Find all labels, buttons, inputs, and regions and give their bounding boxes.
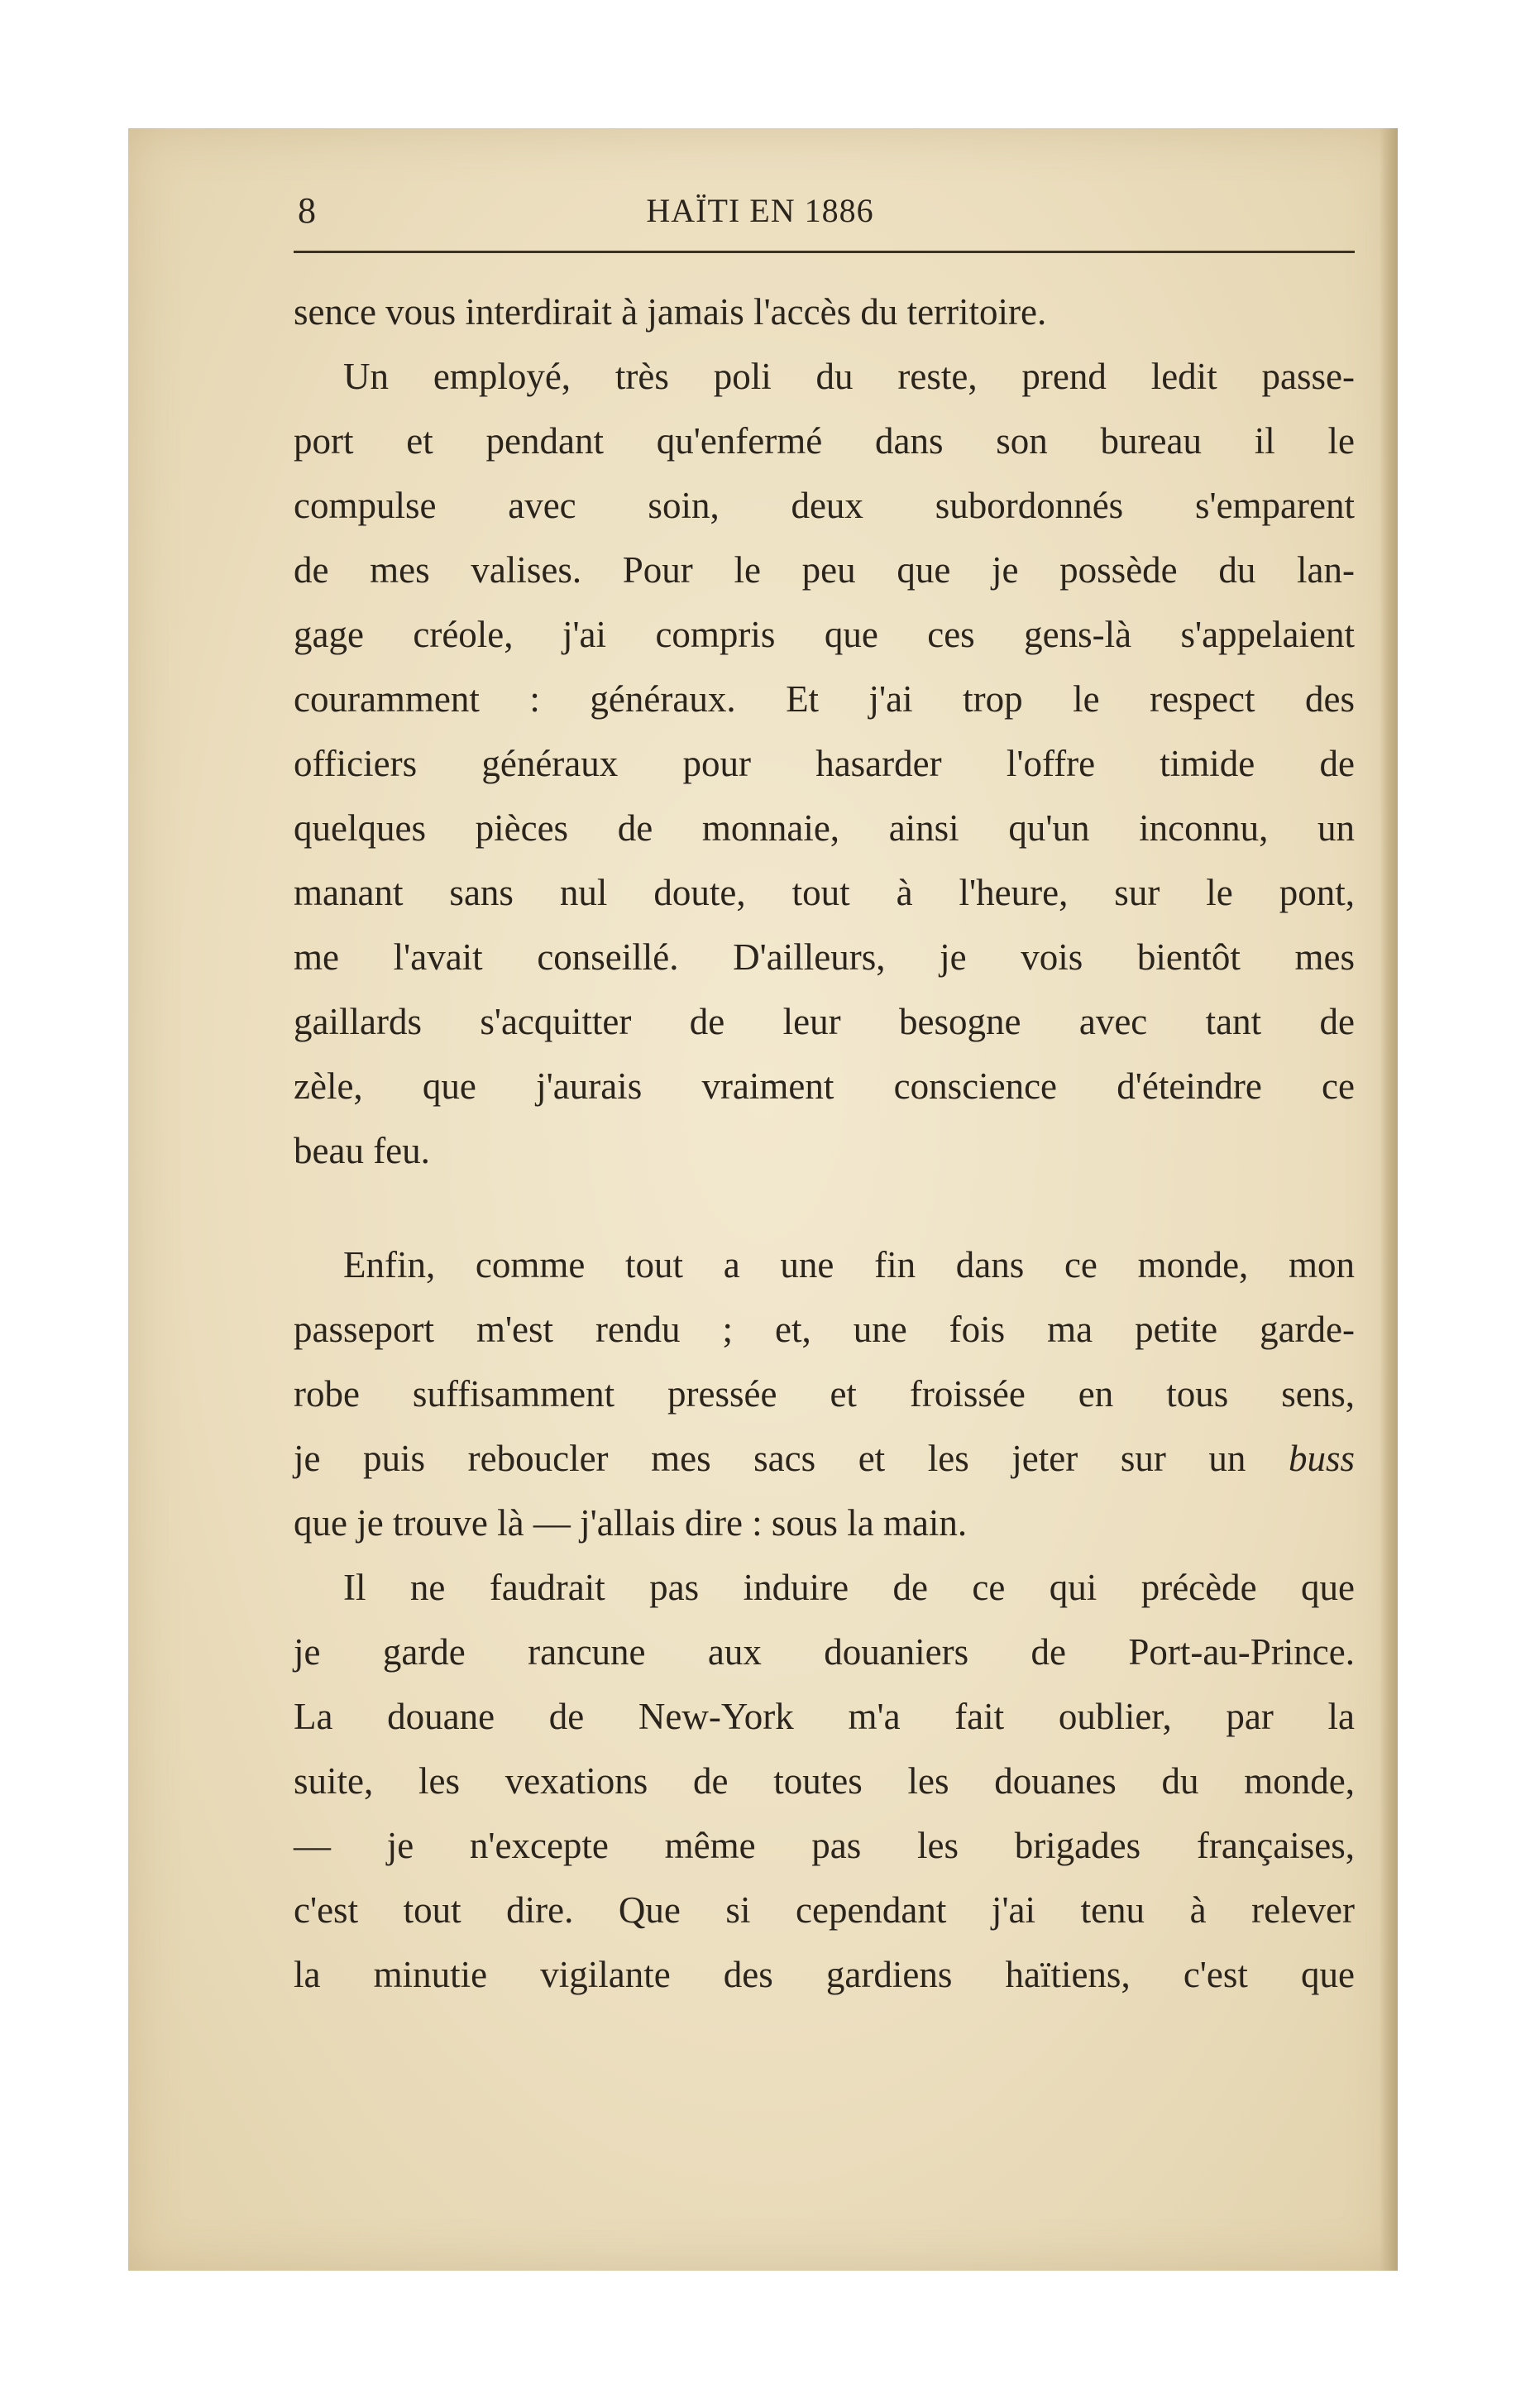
text-line: de mes valises. Pour le peu que je possède du lan- xyxy=(294,549,1355,591)
italic-word: buss xyxy=(1288,1438,1355,1479)
text-line: port et pendant qu'enfermé dans son bureau il le xyxy=(294,420,1355,462)
paragraph-gap xyxy=(294,1183,1355,1233)
text-line: robe suffisamment pressée et froissée en tous sens, xyxy=(294,1373,1355,1415)
page-number: 8 xyxy=(298,190,316,231)
text-line: zèle, que j'aurais vraiment conscience d'éteindre ce xyxy=(294,1065,1355,1107)
text-line: — je n'excepte même pas les brigades françaises, xyxy=(294,1825,1355,1866)
running-head: HAÏTI EN 1886 xyxy=(646,192,874,229)
text-line: Un employé, très poli du reste, prend ledit passe- xyxy=(343,356,1355,397)
page-header xyxy=(165,186,1355,236)
header-rule xyxy=(294,251,1355,253)
text-line: officiers généraux pour hasarder l'offre timide de xyxy=(294,743,1355,784)
text-line: suite, les vexations de toutes les douanes du monde, xyxy=(294,1760,1355,1802)
text-line: Enfin, comme tout a une fin dans ce monde, mon xyxy=(343,1244,1355,1285)
text-line: je garde rancune aux douaniers de Port-au-Prince. xyxy=(294,1631,1355,1673)
text-line: sence vous interdirait à jamais l'accès du territoire. xyxy=(294,291,1047,333)
text-line: passeport m'est rendu ; et, une fois ma petite garde- xyxy=(294,1309,1355,1350)
text-line: couramment : généraux. Et j'ai trop le respect des xyxy=(294,678,1355,720)
text-line-content: je puis reboucler mes sacs et les jeter sur un xyxy=(294,1438,1246,1479)
text-line: beau feu. xyxy=(294,1130,430,1171)
text-line: compulse avec soin, deux subordonnés s'emparent xyxy=(294,485,1355,526)
page-edge xyxy=(1380,128,1398,2271)
text-line: c'est tout dire. Que si cependant j'ai tenu à relever xyxy=(294,1889,1355,1931)
text-line: quelques pièces de monnaie, ainsi qu'un inconnu, un xyxy=(294,807,1355,849)
text-line: manant sans nul doute, tout à l'heure, sur le pont, xyxy=(294,872,1355,913)
text-line: gaillards s'acquitter de leur besogne avec tant de xyxy=(294,1001,1355,1042)
body-text xyxy=(294,280,1355,2007)
text-line: me l'avait conseillé. D'ailleurs, je vois bientôt mes xyxy=(294,936,1355,978)
text-line xyxy=(294,1426,1355,1491)
text-line: gage créole, j'ai compris que ces gens-là s'appelaient xyxy=(294,614,1355,655)
text-line: La douane de New-York m'a fait oublier, par la xyxy=(294,1696,1355,1737)
text-line: la minutie vigilante des gardiens haïtiens, c'est que xyxy=(294,1954,1355,1995)
text-line: Il ne faudrait pas induire de ce qui précède que xyxy=(343,1567,1355,1608)
text-line: que je trouve là — j'allais dire : sous la main. xyxy=(294,1502,968,1544)
